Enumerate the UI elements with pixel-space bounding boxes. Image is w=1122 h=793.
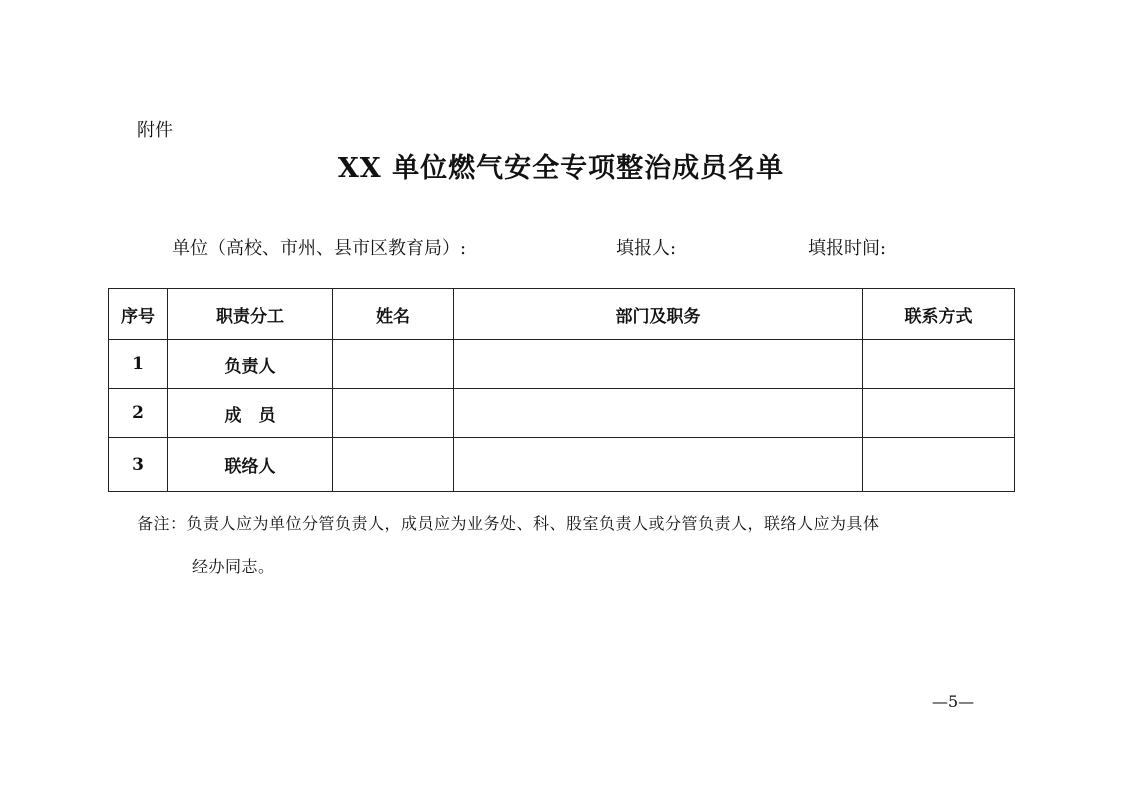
contact-cell[interactable] — [863, 438, 1015, 492]
contact-cell[interactable] — [863, 340, 1015, 389]
attachment-label: 附件 — [137, 120, 173, 141]
name-cell[interactable] — [333, 389, 454, 438]
document-title: XX 单位燃气安全专项整治成员名单 — [337, 153, 785, 184]
table-header-row — [109, 289, 1015, 340]
table-row — [109, 438, 1015, 492]
name-cell[interactable] — [333, 438, 454, 492]
role-cell: 成 员 — [168, 389, 333, 438]
remark-line-2: 经办同志。 — [192, 557, 275, 576]
serial-cell: 3 — [109, 438, 168, 492]
table-row — [109, 389, 1015, 438]
unit-field-label: 单位（高校、市州、县市区教育局）: — [172, 238, 467, 259]
header-role: 职责分工 — [168, 289, 333, 340]
role-cell: 负责人 — [168, 340, 333, 389]
header-serial-number: 序号 — [109, 289, 168, 340]
serial-cell: 2 — [109, 389, 168, 438]
table-row — [109, 340, 1015, 389]
report-time-field-label: 填报时间: — [808, 238, 887, 259]
header-contact: 联系方式 — [863, 289, 1015, 340]
remark-note — [137, 502, 997, 588]
page-number: —5— — [932, 692, 975, 711]
role-cell: 联络人 — [168, 438, 333, 492]
contact-cell[interactable] — [863, 389, 1015, 438]
header-department-position: 部门及职务 — [454, 289, 863, 340]
reporter-field-label: 填报人: — [616, 238, 677, 259]
name-cell[interactable] — [333, 340, 454, 389]
remark-line-1: 备注：负责人应为单位分管负责人，成员应为业务处、科、股室负责人或分管负责人，联络人应为具体 — [137, 514, 880, 533]
serial-cell: 1 — [109, 340, 168, 389]
department-cell[interactable] — [454, 389, 863, 438]
header-name: 姓名 — [333, 289, 454, 340]
department-cell[interactable] — [454, 340, 863, 389]
member-roster-table — [108, 288, 1015, 492]
department-cell[interactable] — [454, 438, 863, 492]
